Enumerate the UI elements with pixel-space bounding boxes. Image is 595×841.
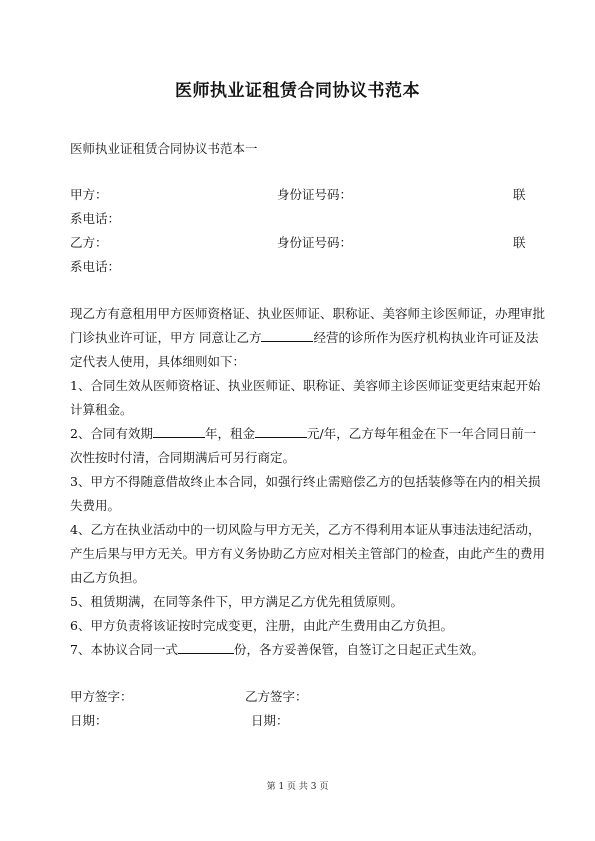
clause-7 bbox=[70, 641, 528, 659]
clause-7-a: 7、本协议合同一式 bbox=[70, 642, 178, 657]
clause-2-line-1 bbox=[70, 425, 537, 443]
party-b-date-label: 日期： bbox=[251, 713, 289, 728]
party-a-label: 甲方： bbox=[70, 187, 108, 202]
party-b-tail: 联 bbox=[513, 235, 526, 250]
party-b-phone-label: 系电话： bbox=[70, 259, 121, 274]
page-footer: 第 1 页 共 3 页 bbox=[266, 782, 329, 792]
clause-1-line-2: 计算租金。 bbox=[70, 402, 133, 417]
intro-line-3: 定代表人使用，具体细则如下： bbox=[70, 354, 246, 369]
party-b-signature-label: 乙方签字： bbox=[245, 689, 308, 704]
clause-4-line-1: 4、乙方在执业活动中的一切风险与甲方无关，乙方不得利用本证从事违法违纪活动， bbox=[70, 522, 541, 537]
party-a-date-label: 日期： bbox=[70, 713, 108, 728]
clause-2-line-2: 次性按时付清，合同期满后可另行商定。 bbox=[70, 450, 296, 465]
clause-7-b: 份，各方妥善保管，自签订之日起正式生效。 bbox=[233, 642, 484, 657]
clause-2-a: 2、合同有效期 bbox=[70, 426, 153, 441]
clause-6: 6、甲方负责将该证按时完成变更，注册，由此产生费用由乙方负担。 bbox=[70, 618, 453, 633]
clause-5: 5、租赁期满，在同等条件下，甲方满足乙方优先租赁原则。 bbox=[70, 594, 403, 609]
blank-rent bbox=[255, 425, 307, 438]
party-b-label: 乙方： bbox=[70, 235, 108, 250]
clause-2-c: 元/年，乙方每年租金在下一年合同日前一 bbox=[306, 426, 537, 441]
party-a-signature-label: 甲方签字： bbox=[70, 689, 133, 704]
clause-3-line-2: 失费用。 bbox=[70, 498, 121, 513]
party-b-id-label: 身份证号码： bbox=[277, 235, 353, 250]
party-a-id-label: 身份证号码： bbox=[277, 187, 353, 202]
clause-3-line-1: 3、甲方不得随意借故终止本合同，如强行终止需赔偿乙方的包括装修等在内的相关损 bbox=[70, 474, 541, 489]
intro-line-2a: 门诊执业许可证，甲方 同意让乙方 bbox=[70, 330, 262, 345]
clause-2-b: 年，租金 bbox=[204, 426, 255, 441]
clause-4-line-3: 由乙方负担。 bbox=[70, 570, 146, 585]
subtitle: 医师执业证租赁合同协议书范本一 bbox=[70, 141, 258, 156]
blank-operator bbox=[261, 329, 313, 342]
clause-1-line-1: 1、合同生效从医师资格证、执业医师证、职称证、美容师主诊医师证变更结束起开始 bbox=[70, 378, 541, 393]
clause-4-line-2: 产生后果与甲方无关。甲方有义务协助乙方应对相关主管部门的检查，由此产生的费用 bbox=[70, 546, 546, 561]
intro-line-2b: 经营的诊所作为医疗机构执业许可证及法 bbox=[313, 330, 539, 345]
document-title: 医师执业证租赁合同协议书范本 bbox=[175, 81, 420, 101]
party-a-tail: 联 bbox=[513, 187, 526, 202]
intro-line-1: 现乙方有意租用甲方医师资格证、执业医师证、职称证、美容师主诊医师证，办理审批 bbox=[70, 306, 546, 321]
blank-copies bbox=[178, 641, 234, 654]
blank-term bbox=[153, 425, 205, 438]
party-a-phone-label: 系电话： bbox=[70, 211, 121, 226]
intro-line-2 bbox=[70, 329, 539, 347]
